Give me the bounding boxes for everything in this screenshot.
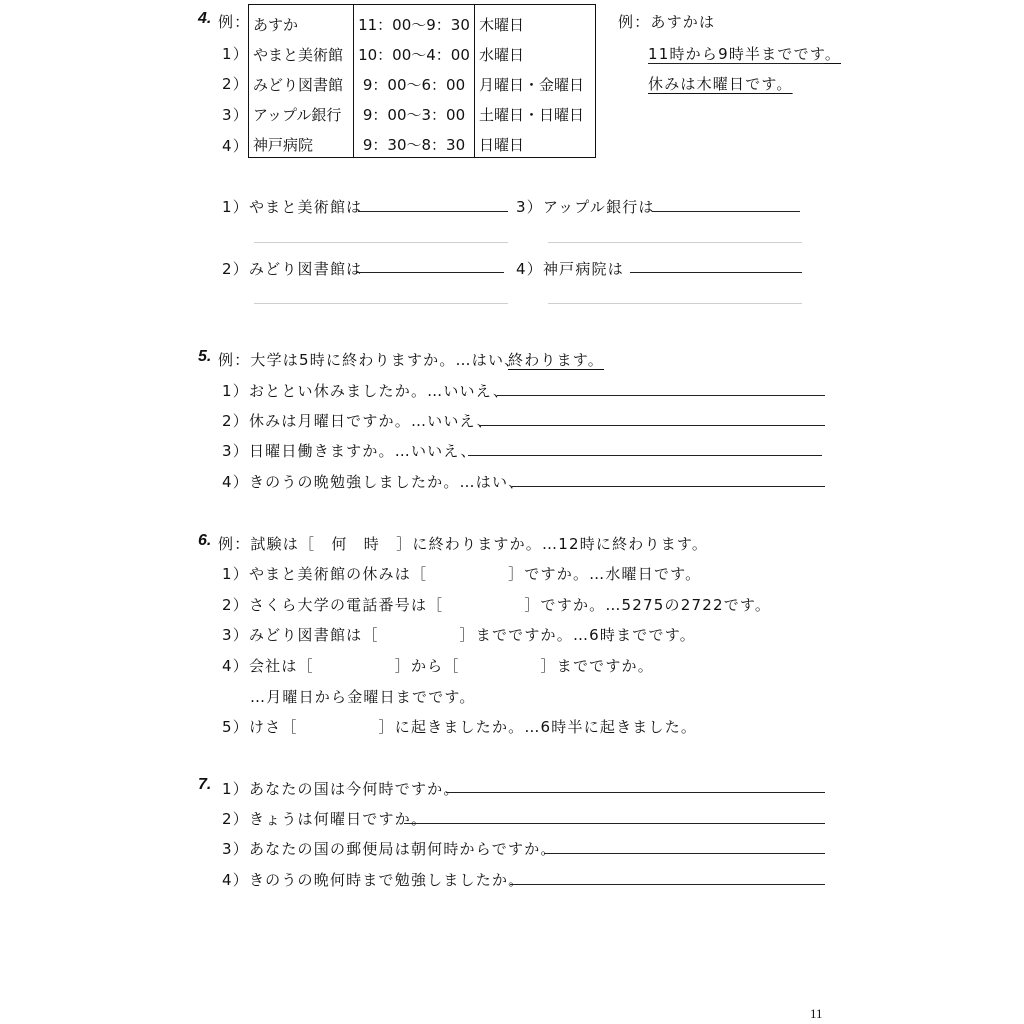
ex4-question: 3）アップル銀行は bbox=[516, 198, 655, 216]
answer-line[interactable] bbox=[480, 425, 825, 426]
table-row bbox=[249, 35, 596, 65]
row-label: 2） bbox=[222, 75, 249, 93]
opening-hours: 9：00〜3：00 bbox=[354, 95, 475, 125]
answer-line[interactable] bbox=[652, 211, 800, 212]
closed-days: 土曜日・日曜日 bbox=[475, 95, 596, 125]
ex5-item: 3）日曜日働きますか。…いいえ、 bbox=[222, 442, 477, 460]
schedule-table bbox=[248, 4, 596, 158]
answer-line[interactable] bbox=[446, 792, 825, 793]
ex6-item: 2）さくら大学の電話番号は［ ］ですか。…5275の2722です。 bbox=[222, 596, 772, 614]
place-name: みどり図書館 bbox=[249, 65, 354, 95]
row-label: 1） bbox=[222, 45, 249, 63]
answer-line[interactable] bbox=[512, 486, 825, 487]
opening-hours: 10：00〜4：00 bbox=[354, 35, 475, 65]
table-row bbox=[249, 5, 596, 36]
answer-line[interactable] bbox=[544, 853, 825, 854]
answer-line[interactable] bbox=[548, 242, 802, 243]
exercise-4-number: 4. bbox=[198, 10, 212, 27]
ex6-item-answer: …月曜日から金曜日までです。 bbox=[250, 688, 476, 706]
answer-line[interactable] bbox=[497, 395, 825, 396]
ex7-item: 4）きのうの晩何時まで勉強しましたか。 bbox=[222, 871, 525, 889]
exercise-5-number: 5. bbox=[198, 348, 212, 365]
exercise-6-number: 6. bbox=[198, 532, 212, 549]
answer-example-line-2: 休みは木曜日です。 bbox=[648, 75, 793, 93]
ex6-example: 例：試験は［ 何 時 ］に終わりますか。…12時に終わります。 bbox=[218, 535, 709, 553]
table-row bbox=[249, 125, 596, 158]
ex5-example-answer: 終わります。 bbox=[508, 351, 605, 369]
ex5-item: 1）おととい休みましたか。…いいえ、 bbox=[222, 382, 510, 400]
answer-line[interactable] bbox=[468, 455, 822, 456]
table-row bbox=[249, 95, 596, 125]
answer-example-line-1: 11時から9時半までです。 bbox=[648, 45, 842, 63]
answer-line[interactable] bbox=[356, 272, 504, 273]
opening-hours: 9：00〜6：00 bbox=[354, 65, 475, 95]
answer-line[interactable] bbox=[510, 884, 825, 885]
place-name: 神戸病院 bbox=[249, 125, 354, 158]
answer-underline bbox=[648, 63, 824, 64]
ex6-item: 1）やまと美術館の休みは［ ］ですか。…水曜日です。 bbox=[222, 565, 702, 583]
table-row bbox=[249, 65, 596, 95]
row-label: 3） bbox=[222, 106, 249, 124]
closed-days: 木曜日 bbox=[475, 5, 596, 36]
ex5-example: 例：大学は5時に終わりますか。…はい、 bbox=[218, 351, 521, 369]
ex7-item: 1）あなたの国は今何時ですか。 bbox=[222, 780, 460, 798]
ex4-example-prefix: 例： bbox=[218, 13, 251, 31]
answer-line[interactable] bbox=[358, 211, 508, 212]
answer-line[interactable] bbox=[630, 272, 802, 273]
ex4-question: 2）みどり図書館は bbox=[222, 260, 363, 278]
place-name: アップル銀行 bbox=[249, 95, 354, 125]
ex5-item: 4）きのうの晩勉強しましたか。…はい、 bbox=[222, 473, 525, 491]
answer-line[interactable] bbox=[404, 823, 825, 824]
answer-example-label: 例：あすかは bbox=[618, 13, 716, 31]
page-number: 11 bbox=[810, 1006, 823, 1021]
closed-days: 月曜日・金曜日 bbox=[475, 65, 596, 95]
ex7-item: 3）あなたの国の郵便局は朝何時からですか。 bbox=[222, 840, 557, 858]
closed-days: 日曜日 bbox=[475, 125, 596, 158]
ex6-item: 5）けさ［ ］に起きましたか。…6時半に起きました。 bbox=[222, 718, 698, 736]
ex7-item: 2）きょうは何曜日ですか。 bbox=[222, 810, 428, 828]
row-label: 4） bbox=[222, 137, 249, 155]
ex4-question: 1）やまと美術館は bbox=[222, 198, 363, 216]
opening-hours: 11：00〜9：30 bbox=[354, 5, 475, 36]
answer-line[interactable] bbox=[254, 242, 508, 243]
answer-line[interactable] bbox=[548, 303, 802, 304]
ex6-item: 4）会社は［ ］から［ ］までですか。 bbox=[222, 657, 654, 675]
ex5-item: 2）休みは月曜日ですか。…いいえ、 bbox=[222, 412, 493, 430]
ex6-item: 3）みどり図書館は［ ］までですか。…6時までです。 bbox=[222, 626, 696, 644]
closed-days: 水曜日 bbox=[475, 35, 596, 65]
place-name: やまと美術館 bbox=[249, 35, 354, 65]
opening-hours: 9：30〜8：30 bbox=[354, 125, 475, 158]
ex4-question: 4）神戸病院は bbox=[516, 260, 624, 278]
answer-line[interactable] bbox=[254, 303, 508, 304]
place-name: あすか bbox=[249, 5, 354, 36]
exercise-7-number: 7. bbox=[198, 776, 212, 793]
